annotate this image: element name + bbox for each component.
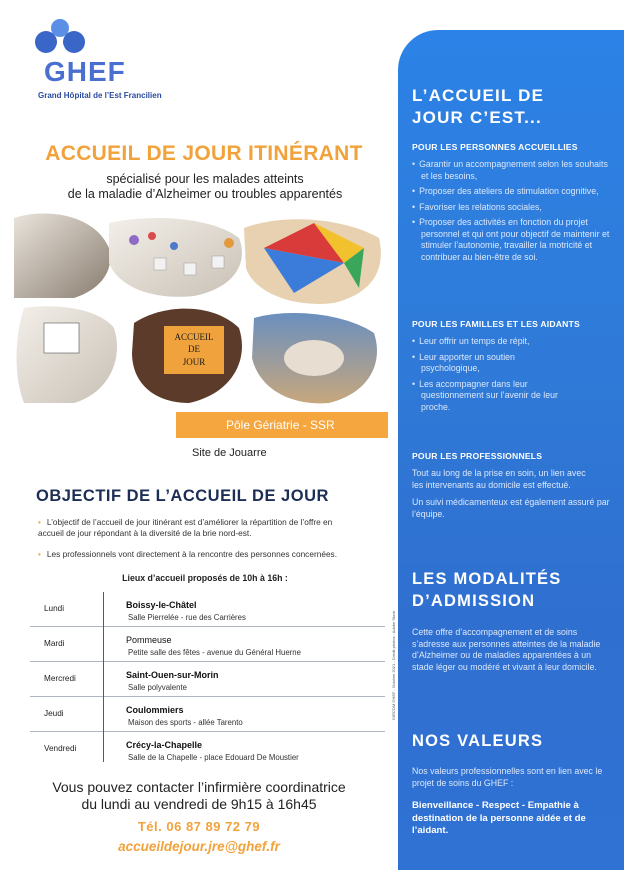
photo-hands-puzzle	[14, 213, 110, 298]
schedule-address: Salle Pierrelée - rue des Carrières	[128, 613, 246, 622]
schedule-row	[30, 697, 385, 732]
objectif-bullet-2: • Les professionnels vont directement à la rencontre des personnes concernées.	[38, 549, 338, 559]
list-item: • Les accompagner dans leur questionnement sur l’avenir de leur proche.	[412, 378, 558, 412]
sign-line-2: DE	[188, 344, 200, 354]
contact-email[interactable]: accueildejour.jre@ghef.fr	[118, 839, 280, 854]
modalites-title: LES MODALITÉS D’ADMISSION	[412, 570, 562, 610]
schedule-divider	[103, 592, 104, 762]
logo-name: GHEF	[44, 56, 126, 87]
vertical-credit: DIRCOM GHEF - Octobre 2021 - Crédit photos : Adobe Stock	[391, 610, 396, 720]
section-personnes	[412, 141, 612, 263]
contact-text: Vous pouvez contacter l’infirmière coordinatrice du lundi au vendredi de 9h15 à 16h45	[52, 779, 346, 812]
schedule-day: Vendredi	[44, 744, 77, 753]
schedule-day: Mercredi	[44, 674, 76, 683]
schedule-table	[30, 592, 385, 766]
schedule-day: Lundi	[44, 604, 65, 613]
section-title: POUR LES PROFESSIONNELS	[412, 451, 543, 461]
logo-subtitle: Grand Hôpital de l’Est Francilien	[38, 91, 162, 100]
section-paragraph: Tout au long de la prise en soin, un lien avec les intervenants au domicile est effectué.	[412, 468, 586, 490]
photo-drawing	[17, 306, 118, 403]
section-professionnels	[412, 450, 612, 520]
sign-line-1: ACCUEIL	[174, 332, 214, 342]
list-item: • Leur offrir un temps de répit,	[412, 336, 530, 346]
page-subtitle: spécialisé pour les malades atteints de la maladie d’Alzheimer ou troubles apparentés	[67, 172, 343, 201]
schedule-address: Maison des sports - allée Tarento	[128, 718, 243, 727]
list-item: • Leur apporter un soutien psychologique,	[412, 351, 515, 373]
list-item: • Favoriser les relations sociales,	[412, 201, 542, 212]
schedule-address: Petite salle des fêtes - avenue du Général Huerne	[128, 648, 301, 657]
schedule-day: Jeudi	[44, 709, 64, 718]
objectif-bullet-1: • L’objectif de l’accueil de jour itinérant est d’améliorer la répartition de l’offre en accueil de jour répondant à la diversité de la brie nord-est.	[38, 517, 333, 538]
section-paragraph: Un suivi médicamenteux est également assuré par l’équipe.	[412, 497, 610, 519]
objectif-title: OBJECTIF DE L’ACCUEIL DE JOUR	[36, 487, 329, 505]
site-label: Site de Jouarre	[192, 447, 267, 459]
section-title: POUR LES FAMILLES ET LES AIDANTS	[412, 319, 580, 329]
list-item: • Proposer des activités en fonction du projet personnel et qui ont pour objectif de maintenir et stimuler l’autonomie, travailler la motricité et contribuer au bien-être de soi.	[412, 217, 610, 262]
schedule-row	[30, 662, 385, 697]
schedule-place: Pommeuse	[126, 635, 172, 645]
schedule-place: Boissy-le-Châtel	[126, 600, 197, 610]
list-item: • Proposer des ateliers de stimulation cognitive,	[412, 186, 599, 196]
valeurs-text: Nos valeurs professionnelles sont en lien avec le projet de soins du GHEF :	[412, 766, 603, 788]
section-familles	[412, 318, 592, 413]
schedule-place: Crécy-la-Chapelle	[126, 740, 203, 750]
pole-label: Pôle Gériatrie - SSR	[226, 418, 335, 432]
sign-line-3: JOUR	[182, 357, 206, 367]
schedule-row	[30, 592, 385, 627]
section-title: POUR LES PERSONNES ACCUEILLIES	[412, 142, 578, 152]
contact-phone[interactable]: Tél. 06 87 89 72 79	[137, 819, 261, 834]
bullet-dot-icon: •	[38, 549, 41, 559]
schedule-address: Salle de la Chapelle - place Edouard De Moustier	[128, 753, 299, 762]
page-title: ACCUEIL DE JOUR ITINÉRANT	[45, 142, 363, 165]
schedule-place: Saint-Ouen-sur-Morin	[126, 670, 219, 680]
schedule-place: Coulommiers	[126, 705, 184, 715]
schedule-row	[30, 627, 385, 662]
panel-heading: L’ACCUEIL DE JOUR C’EST...	[412, 86, 545, 127]
valeurs-bold: Bienveillance - Respect - Empathie à destination de la personne aidée et de l’aidant.	[412, 800, 586, 836]
schedule-row	[30, 732, 385, 766]
valeurs-title: NOS VALEURS	[412, 732, 544, 750]
modalites-text: Cette offre d’accompagnement et de soins s’adresse aux personnes atteintes de la maladie d’Alzheimer ou de maladies apparentées à un stade léger ou modéré et vivant à leur domicile.	[412, 627, 601, 672]
schedule-address: Salle polyvalente	[128, 683, 187, 692]
bullet-dot-icon: •	[38, 517, 41, 527]
list-item: • Garantir un accompagnement selon les souhaits et les besoins,	[412, 159, 608, 181]
schedule-day: Mardi	[44, 639, 65, 648]
lieux-title: Lieux d’accueil proposés de 10h à 16h :	[122, 573, 288, 583]
pole-banner	[176, 412, 388, 438]
photo-collage	[14, 208, 386, 408]
